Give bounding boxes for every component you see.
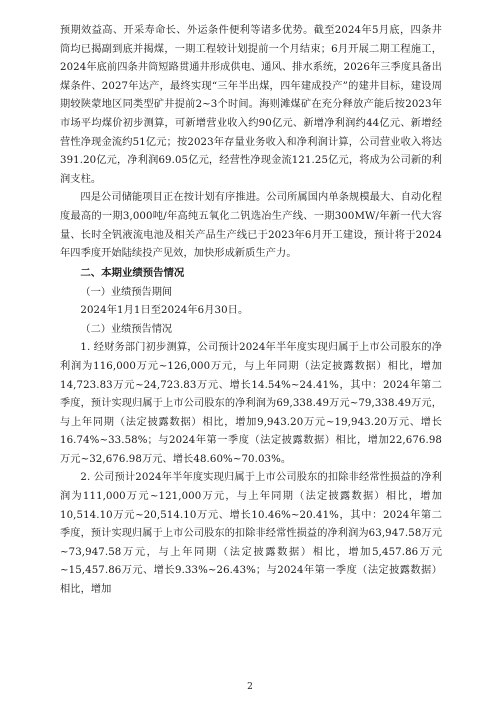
forecast-period: 2024年1月1日至2024年6月30日。 <box>80 304 249 316</box>
subsection-title-forecast: （二）业绩预告情况 <box>80 324 173 336</box>
paragraph-energy-storage: 四是公司储能项目正在按计划有序推进。公司所属国内单条规模最大、自动化程度最高的一期3,000吨/年高纯五氧化二钒选冶生产线、一期300MW/年新一代大容量、长时全钒液流电池及相关产品生产线已于2023年6月开工建设，预计将于2024年四季度开始陆续投产见效，加快形成新质生产力。 <box>60 192 442 260</box>
forecast-item-2: 2. 公司预计2024年半年度实现归属于上市公司股东的扣除非经常性损益的净利润为111,000万元~121,000万元，与上年同期（法定披露数据）相比，增加10,514.10万元~20,514.10万元、增长10.46%~20.41%，其中：2024年第二季度，预计实现归属于上市公司股东的扣除非经常性损益的净利润为63,947.58万元~73,947.58万元，与上年同期（法定披露数据）相比，增加5,457.86万元~15,457.86万元、增长9.33%~26.43%；与2024年第一季度（法定披露数据）相比，增加 <box>60 472 442 596</box>
page-number: 2 <box>247 682 253 692</box>
subsection-title-period: （一）业绩预告期间 <box>80 286 173 298</box>
section-title: 二、本期业绩预告情况 <box>80 266 185 279</box>
forecast-item-1: 1. 经财务部门初步测算，公司预计2024年半年度实现归属于上市公司股东的净利润为116,000万元~126,000万元，与上年同期（法定披露数据）相比，增加14,723.83万元~24,723.83万元、增长14.54%~24.41%，其中：2024年第二季度，预计实现归属于上市公司股东的净利润为69,338.49万元~79,338.49万元，与上年同期（法定披露数据）相比，增加9,943.20万元~19,943.20万元、增长16.74%~33.58%；与2024年第一季度（法定披露数据）相比，增加22,676.98万元~32,676.98万元、增长48.60%~70.03%。 <box>60 342 442 465</box>
document-body <box>60 22 442 600</box>
paragraph-haizetan-project: 预期效益高、开采寿命长、外运条件便利等诸多优势。截至2024年5月底，四条井筒均已揭副到底并揭煤，一期工程较计划提前一个月结束；6月开展二期工程施工，2024年底前四条井筒短路贯通井形成供电、通风、排水系统，2026年三季度具备出煤条件、2027年达产，最终实现“三年半出煤，四年建成投产”的建井目标，建设周期较陕蒙地区同类型矿井提前2~3个时间。海则滩煤矿在充分释放产能后按2023年市场平均煤价初步测算，可新增营业收入约90亿元、新增净利润约44亿元、新增经营性净现金流约51亿元；按2023年存量业务收入和净利润计算，公司营业收入将达391.20亿元，净利润69.05亿元，经营性净现金流121.25亿元，将成为公司新的利润支柱。 <box>60 25 442 185</box>
